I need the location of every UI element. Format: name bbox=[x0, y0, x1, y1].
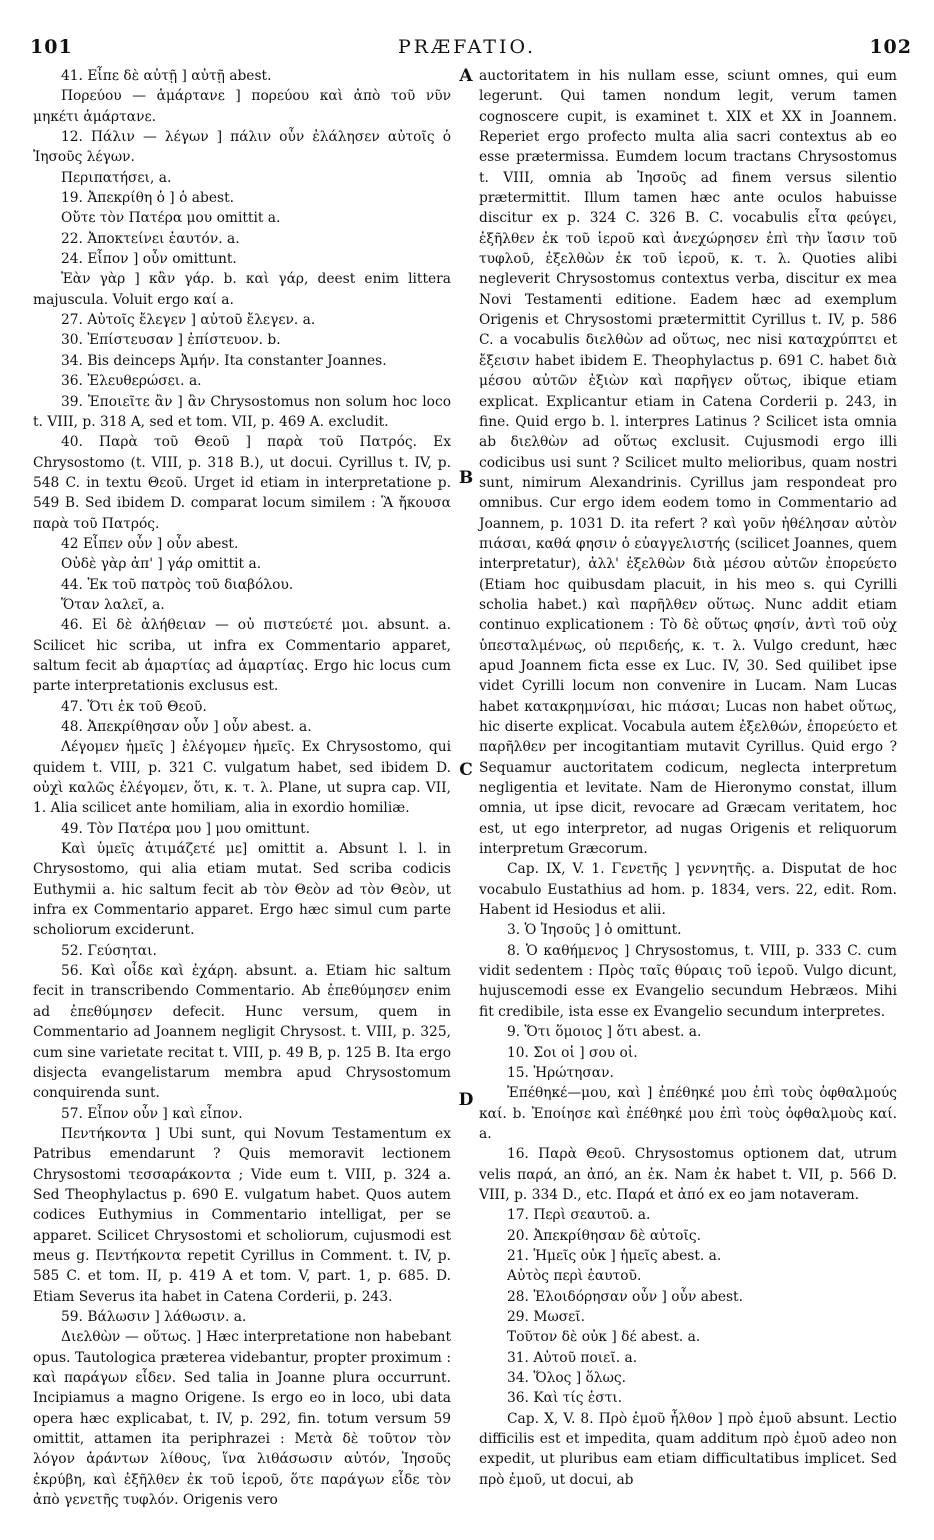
paragraph: 36. Καὶ τίς ἐστι. bbox=[507, 1390, 623, 1407]
paragraph: 27. Αὐτοῖς ἔλεγεν ] αὐτοῦ ἔλεγεν. a. bbox=[61, 312, 316, 329]
paragraph: 22. Ἀποκτείνει ἑαυτόν. a. bbox=[61, 230, 240, 247]
paragraph: 29. Μωσεῖ. bbox=[507, 1308, 586, 1325]
paragraph: 42 Εἶπεν οὖν ] οὖν abest. bbox=[61, 535, 239, 552]
paragraph: 16. Παρὰ Θεοῦ. Chrysostomus optionem dat, utrum velis παρά, an ἀπό, an ἐκ. Nam ἐκ habet t. VII, p. 566 D. VIII, p. 334 D., etc. Παρά et ἀπό ex eo jam notaveram. bbox=[479, 1146, 897, 1203]
right-column bbox=[479, 66, 897, 1490]
paragraph: 19. Ἀπεκρίθη ὁ ] ὁ abest. bbox=[61, 190, 234, 207]
paragraph: 49. Τὸν Πατέρα μου ] μου omittunt. bbox=[61, 820, 311, 837]
paragraph: 10. Σοι οἱ ] σου οἱ. bbox=[507, 1044, 638, 1061]
left-column bbox=[33, 66, 451, 1510]
paragraph: Cap. X, V. 8. Πρὸ ἐμοῦ ἦλθον ] πρὸ ἐμοῦ absunt. Lectio difficilis est et impedita, quam additum πρὸ ἐμοῦ adeo non expedit, ut pluribus eam etiam difficultatibus implicet. Sed πρὸ ἐμοῦ, ut docui, ab bbox=[479, 1410, 897, 1488]
paragraph: Ὅταν λαλεῖ, a. bbox=[61, 596, 165, 613]
section-marker-d: D bbox=[458, 1090, 474, 1110]
paragraph: 40. Παρὰ τοῦ Θεοῦ ] παρὰ τοῦ Πατρός. Ex Chrysostomo (t. VIII, p. 318 B.), ut docui. Cyrillus t. IV, p. 548 C. in textu Θεοῦ. Urget id etiam in interpretatione p. 549 B. Sed ibidem D. comparat locum similem : Ἃ ἤκουσα παρὰ τοῦ Πατρός. bbox=[33, 434, 451, 532]
paragraph: Περιπατήσει, a. bbox=[61, 169, 172, 186]
paragraph: Λέγομεν ἡμεῖς ] ἐλέγομεν ἡμεῖς. Ex Chrysostomo, qui quidem t. VIII, p. 321 C. vulgatum habet, sed ibidem D. οὐχὶ καλῶς ἐλέγομεν, ὅτι, κ. τ. λ. Plane, ut supra cap. VII, 1. Alia scilicet ante homiliam, alia in exordio homiliæ. bbox=[33, 739, 451, 817]
section-marker-c: C bbox=[459, 760, 473, 780]
paragraph: Οὐδὲ γὰρ ἀπ' ] γάρ omittit a. bbox=[61, 556, 262, 573]
paragraph: Τοῦτον δὲ οὐκ ] δέ abest. a. bbox=[507, 1329, 701, 1346]
paragraph: 12. Πάλιν — λέγων ] πάλιν οὖν ἐλάλησεν αὐτοῖς ὁ Ἰησοῦς λέγων. bbox=[33, 129, 451, 166]
paragraph: 39. Ἐποιεῖτε ἂν ] ἂν Chrysostomus non solum hoc loco t. VIII, p. 318 A, sed et tom. VII, p. 469 A. excludit. bbox=[33, 393, 451, 430]
paragraph: 30. Ἐπίστευσαν ] ἐπίστευον. b. bbox=[61, 332, 281, 349]
paragraph: 47. Ὅτι ἐκ τοῦ Θεοῦ. bbox=[61, 698, 207, 715]
paragraph: 36. Ἐλευθερώσει. a. bbox=[61, 373, 202, 390]
paragraph: 56. Καὶ οἶδε καὶ ἐχάρη. absunt. a. Etiam hic saltum fecit in transcribendo Commentario. Ab ἐπεθύμησεν enim ad ἐπεθύμησεν defecit. Hunc versum, quem in Commentario ad Joannem negligit Chrysost. t. VIII, p. 325, cum sine varietate recitat t. VIII, p. 49 B, p. 125 B. Ita ergo disjecta evangelistarum membra apud Chrysostomum conquirenda sunt. bbox=[33, 963, 451, 1102]
paragraph: 57. Εἶπον οὖν ] καὶ εἶπον. bbox=[61, 1105, 243, 1122]
paragraph: Πορεύου — ἁμάρτανε ] πορεύου καὶ ἀπὸ τοῦ νῦν μηκέτι ἁμάρτανε. bbox=[33, 88, 451, 125]
page-number-right: 102 bbox=[869, 36, 912, 58]
paragraph: 28. Ἐλοιδόρησαν οὖν ] οὖν abest. bbox=[507, 1288, 743, 1305]
paragraph: Ἐὰν γὰρ ] κἂν γάρ. b. καὶ γάρ, deest enim littera majuscula. Voluit ergo καί a. bbox=[33, 271, 451, 308]
paragraph: 20. Ἀπεκρίθησαν δὲ αὐτοῖς. bbox=[507, 1227, 701, 1244]
section-marker-b: B bbox=[458, 468, 474, 488]
paragraph: 24. Εἶπον ] οὖν omittunt. bbox=[61, 251, 237, 268]
paragraph: 17. Περὶ σεαυτοῦ. a. bbox=[507, 1207, 651, 1224]
paragraph: 52. Γεύσηται. bbox=[61, 942, 157, 959]
paragraph: Αὐτὸς περὶ ἑαυτοῦ. bbox=[507, 1268, 642, 1285]
paragraph: 34. Bis deinceps Ἀμήν. Ita constanter Joannes. bbox=[61, 352, 387, 369]
paragraph: 8. Ὁ καθήμενος ] Chrysostomus, t. VIII, p. 333 C. cum vidit sedentem : Πρὸς ταῖς θύραις τοῦ ἱεροῦ. Vulgo dicunt, hujuscemodi esse ex Evangelio secundum Hebræos. Mihi fit credibile, ista esse ex Evangelio secundum interpretes. bbox=[479, 942, 897, 1020]
paragraph: Διελθὼν — οὕτως. ] Hæc interpretatione non habebant opus. Tautologica præterea videbantur, propter proximum : καὶ παράγων εἶδεν. Sed talia in Joanne plura occurrunt. Incipiamus a magno Origene. Is ergo eo in loco, ubi data opera hæc explicabat, t. IV, p. 292, fin. totum versum 59 omittit, attamen ita periphrazei : Μετὰ δὲ τοῦτον τὸν λόγον ἀράντων λίθους, ἵνα λιθάσωσιν αὐτόν, Ἰησοῦς ἐκρύβη, καὶ ἐξῆλθεν ἐκ τοῦ ἱεροῦ, ὅτε παράγων εἶδε τὸν ἀπὸ γενετῆς τυφλόν. Origenis vero bbox=[33, 1329, 451, 1509]
paragraph: 34. Ὅλος ] ὅλως. bbox=[507, 1370, 626, 1386]
section-marker-a: A bbox=[459, 66, 473, 86]
page-number-left: 101 bbox=[30, 36, 73, 58]
paragraph: Καὶ ὑμεῖς ἀτιμάζετέ με] omittit a. Absunt l. l. in Chrysostomo, qui alia etiam mutat. Sed scriba codicis Euthymii a. hic saltum fecit ab τὸν Θεὸν ad τὸν Θεὸν, ut infra ex Commentario apparet. Ergo hæc simul cum parte scholiorum exciderunt. bbox=[33, 841, 451, 939]
paragraph: 31. Αὐτοῦ ποιεῖ. a. bbox=[507, 1349, 638, 1366]
running-title: PRÆFATIO. bbox=[397, 36, 536, 58]
paragraph: 21. Ἡμεῖς οὐκ ] ἡμεῖς abest. a. bbox=[507, 1247, 722, 1264]
paragraph: Οὔτε τὸν Πατέρα μου omittit a. bbox=[61, 210, 281, 227]
paragraph: Ἐπέθηκέ—μου, καὶ ] ἐπέθηκέ μου ἐπὶ τοὺς ὀφθαλμούς καί. b. Ἐποίησε καὶ ἐπέθηκέ μου ἐπὶ τοὺς ὀφθαλμοὺς καί. a. bbox=[479, 1085, 897, 1142]
paragraph: 41. Εἶπε δὲ αὐτῇ ] αὐτῇ abest. bbox=[61, 68, 272, 84]
paragraph: 44. Ἐκ τοῦ πατρὸς τοῦ διαβόλου. bbox=[61, 576, 294, 593]
paragraph: Πεντήκοντα ] Ubi sunt, qui Novum Testamentum ex Patribus emendarunt ? Quis memoravit lectionem Chrysostomi τεσσαράκοντα ; Vide eum t. VIII, p. 324 a. Sed Theophylactus p. 690 E. vulgatum habet. Quos autem codices Euthymius in Commentario intelligat, per se apparet. Scilicet Chrysostomi et scholiorum, cujusmodi est meus g. Πεντήκοντα repetit Cyrillus in Comment. t. IV, p. 585 C. et tom. II, p. 419 A et tom. V, part. 1, p. 685. D. Etiam Severus ita habet in Catena Corderii, p. 243. bbox=[33, 1125, 451, 1305]
paragraph: 48. Ἀπεκρίθησαν οὖν ] οὖν abest. a. bbox=[61, 719, 312, 735]
paragraph: 15. Ἠρώτησαν. bbox=[507, 1064, 614, 1081]
paragraph: 3. Ὁ Ἰησοῦς ] ὁ omittunt. bbox=[507, 922, 682, 939]
paragraph: 9. Ὅτι ὅμοιος ] ὅτι abest. a. bbox=[507, 1024, 702, 1041]
paragraph: 59. Βάλωσιν ] λάθωσιν. a. bbox=[61, 1308, 247, 1325]
paragraph: auctoritatem in his nullam esse, sciunt omnes, qui eum legerunt. Qui tamen nondum legit, verum tamen cognoscere cupit, is examinet t. XIX et XX in Joannem. Reperiet ergo profecto multa alia sacri contextus ab eo esse prætermissa. Eumdem locum tractans Chrysostomus t. VIII, omnia ab Ἰησοῦς ad finem versus silentio prætermittit. Illum tamen hæc ante oculos habuisse discitur ex p. 324 C. 326 B. C. vocabulis εἶτα φεύγει, ἐξῆλθεν ἐκ τοῦ ἱεροῦ καὶ ἀνεχώρησεν ἐπὶ τὴν ἴασιν τοῦ τυφλοῦ, ἐξελθὼν ἐκ τοῦ ἱεροῦ, κ. τ. λ. Quoties alibi negleverit Chrysostomus contextus verba, discitur ex mea Novi Testamenti editione. Eadem hæc ad exemplum Origenis et Chrysostomi prætermittit Cyrillus t. IV, p. 586 C. a vocabulis διελθὼν ad οὕτως, nec nisi καταχρύπτει et ἔξεισιν habet ibidem E. Theophylactus p. 691 C. habet διὰ μέσου αὐτῶν ἐξιὼν καὶ παρῆγεν οὕτως, ibique etiam explicat. Explicantur etiam in Catena Corderii p. 243, in fine. Quid ergo b. l. interpres Latinus ? Scilicet ista omnia ab διελθὼν ad οὕτως exclusit. Cujusmodi ergo illi codicibus usi sunt ? Scilicet multo melioribus, quam nostri sunt, nimirum Alexandrinis. Cyrillus jam respondeat pro omnibus. Cur ergo idem eodem tomo in Commentario ad Joannem, p. 1031 D. ita refert ? καὶ γοῦν ἠθέλησαν αὐτὸν πιάσαι, καθά φησιν ὁ εὐαγγελιστής (scilicet Joannes, quem interpretatur), ἀλλ' ἐξελθὼν διὰ μέσου αὐτῶν ἐπορεύετο (Etiam hoc quibusdam placuit, in his meo s. qui Cyrilli scholia habet.) καὶ παρῆλθεν οὕτως. Nunc addit etiam continuo explicationem : Τὸ δὲ οὕτως φησίν, ἀντὶ τοῦ οὐχ ὑπεσταλμένως, οὐ περιδεής, κ. τ. λ. Vulgo credunt, hæc apud Joannem ficta esse ex Luc. IV, 30. Sed quilibet ipse videt Cyrilli locum non convenire in Lucam. Nam Lucas habet κατακρημνίσαι, hic πιάσαι; Lucas non habet οὕτως, hic diserte explicat. Vocabula autem ἐξελθών, ἐπορεύετο et παρῆλθεν per incogitantiam mutavit Cyrillus. Quid ergo ? Sequamur auctoritatem codicum, neglecta interpretum negligentia et levitate. Nam de Hieronymo constat, illum omnia, ut ipse dicit, revocare ad Græcam veritatem, hoc est, ut ego interpretor, ad nugas Origenis et reliquorum interpretum Græcorum. bbox=[479, 68, 897, 858]
paragraph: Cap. IX, V. 1. Γενετῆς ] γεννητῆς. a. Disputat de hoc vocabulo Eustathius ad hom. p. 1834, vers. 22, edit. Rom. Habent id Hesiodus et alii. bbox=[479, 861, 897, 919]
paragraph: 46. Εἰ δὲ ἀλήθειαν — οὐ πιστεύετέ μοι. absunt. a. Scilicet hic scriba, ut infra ex Commentario apparet, saltum fecit ab ἁμαρτίας ad ἁμαρτίας. Ergo hic locus cum parte interpretationis exclusus est. bbox=[33, 617, 451, 695]
